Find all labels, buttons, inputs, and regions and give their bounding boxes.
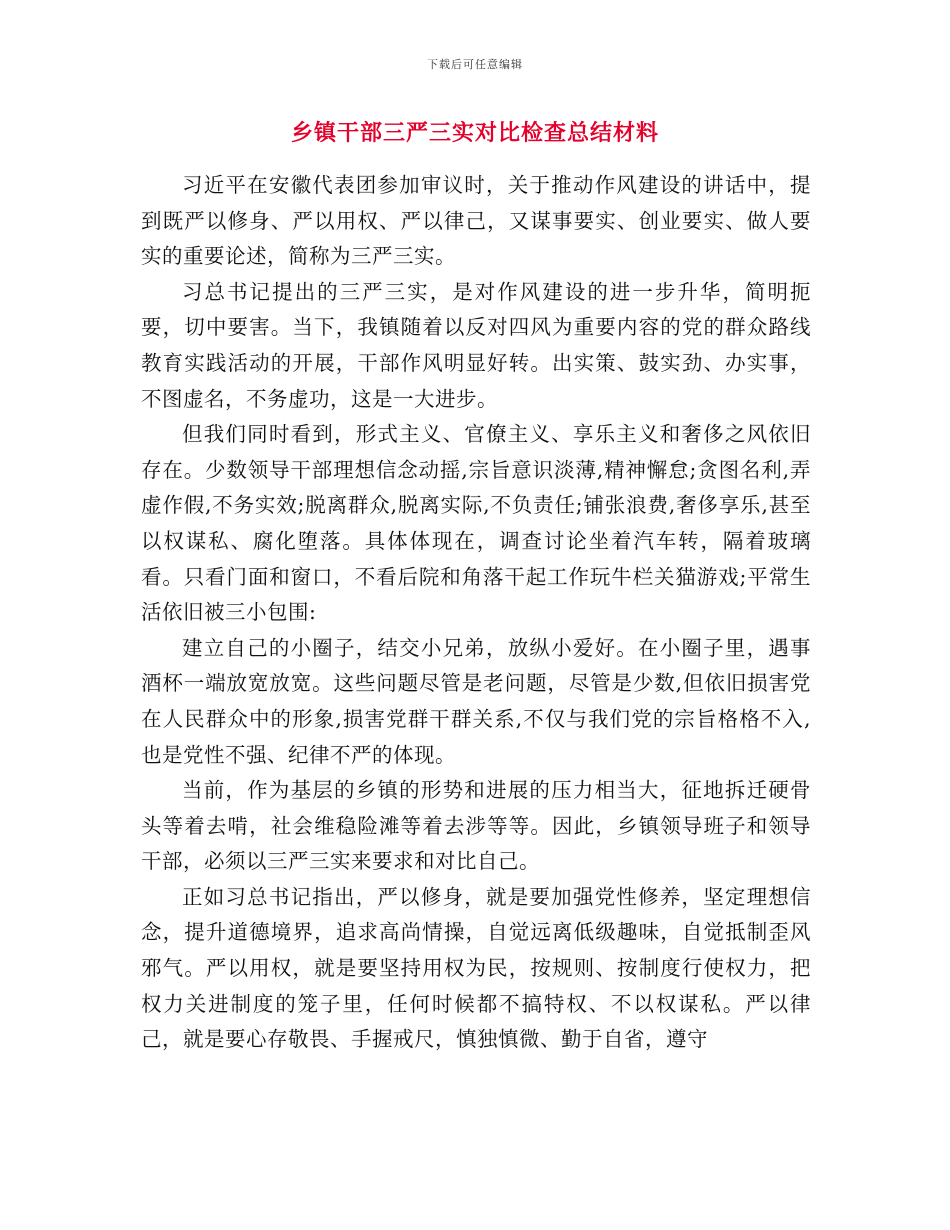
paragraph: 建立自己的小圈子，结交小兄弟，放纵小爱好。在小圈子里，遇事酒杯一端放宽放宽。这些问题尽管是老问题，尽管是少数,但依旧损害党在人民群众中的形象,损害党群干群关系,不仅与我们党的宗旨格格不入,也是党性不强、纪律不严的体现。 [141,635,811,767]
paragraph: 当前，作为基层的乡镇的形势和进展的压力相当大，征地拆迁硬骨头等着去啃，社会维稳险滩等着去涉等等。因此，乡镇领导班子和领导干部，必须以三严三实来要求和对比自己。 [141,778,811,874]
paragraph: 但我们同时看到，形式主义、官僚主义、享乐主义和奢侈之风依旧存在。少数领导干部理想信念动摇,宗旨意识淡薄,精神懈怠;贪图名利,弄虚作假,不务实效;脱离群众,脱离实际,不负责任;铺张浪费,奢侈享乐,甚至以权谋私、腐化堕落。具体体现在，调查讨论坐着汽车转，隔着玻璃看。只看门面和窗口，不看后院和角落干起工作玩牛栏关猫游戏;平常生活依旧被三小包围: [141,422,811,625]
document-title: 乡镇干部三严三实对比检查总结材料 [287,113,663,150]
title-container [0,113,950,150]
header-note: 下载后可任意编辑 [427,58,523,71]
document-body [141,168,811,1058]
paragraph: 习总书记提出的三严三实，是对作风建设的进一步升华，简明扼要，切中要害。当下，我镇随着以反对四风为重要内容的党的群众路线教育实践活动的开展，干部作风明显好转。出实策、鼓实劲、办实事，不图虚名，不务虚功，这是一大进步。 [141,279,811,411]
paragraph: 正如习总书记指出，严以修身，就是要加强党性修养，坚定理想信念，提升道德境界，追求高尚情操，自觉远离低级趣味，自觉抵制歪风邪气。严以用权，就是要坚持用权为民，按规则、按制度行使权力，把权力关进制度的笼子里，任何时候都不搞特权、不以权谋私。严以律己，就是要心存敬畏、手握戒尺，慎独慎微、勤于自省，遵守 [141,884,811,1052]
paragraph: 习近平在安徽代表团参加审议时，关于推动作风建设的讲话中，提到既严以修身、严以用权、严以律己，又谋事要实、创业要实、做人要实的重要论述，简称为三严三实。 [141,173,811,269]
